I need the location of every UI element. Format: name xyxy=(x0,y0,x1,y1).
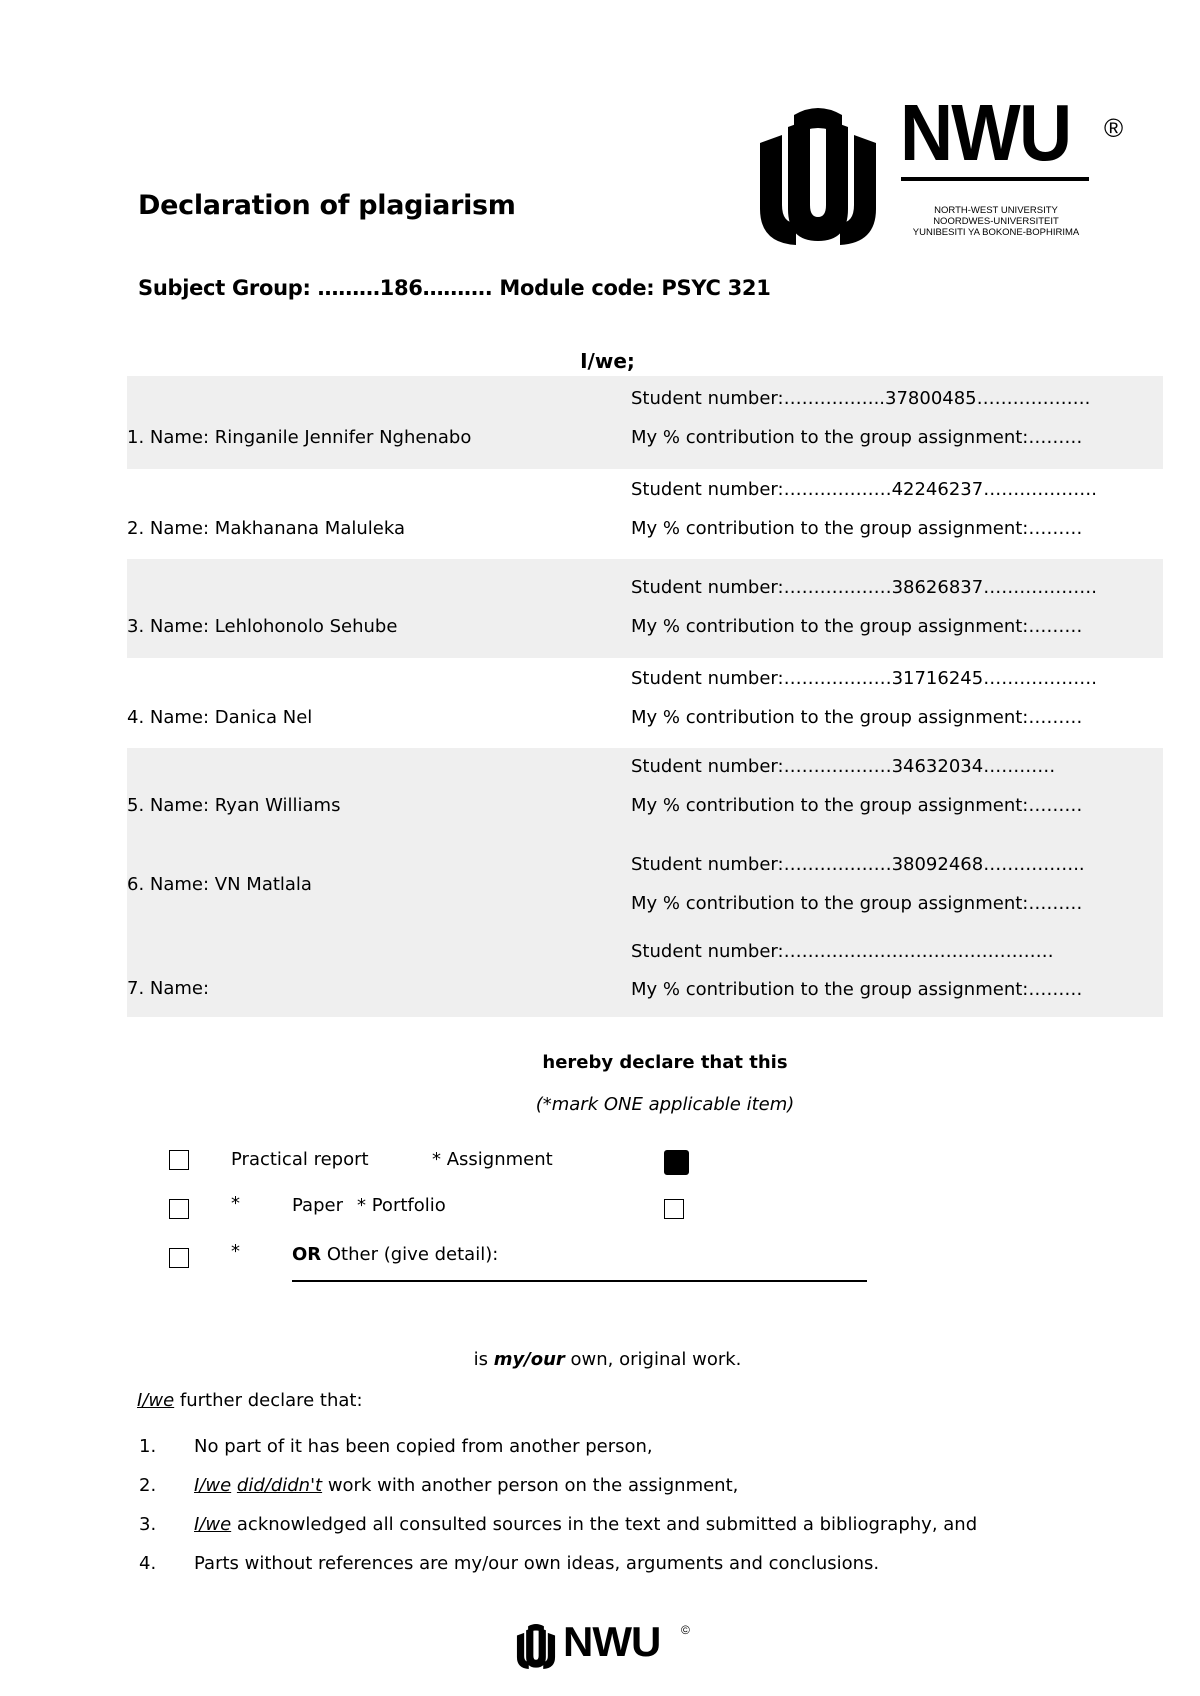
list-text xyxy=(194,1514,977,1535)
logo-line-1: NORTH-WEST UNIVERSITY xyxy=(934,205,1058,216)
list-number: 4. xyxy=(139,1553,157,1574)
list-number: 2. xyxy=(139,1475,157,1496)
contribution-field[interactable]: My % contribution to the group assignment:……… xyxy=(631,979,1083,1000)
list-text xyxy=(194,1475,738,1496)
member-name: 4. Name: Danica Nel xyxy=(127,707,313,728)
list-emph: I/we xyxy=(194,1475,232,1496)
footer-mark: © xyxy=(681,1623,690,1637)
list-text: Parts without references are my/our own ideas, arguments and conclusions. xyxy=(194,1553,880,1574)
logo-underline xyxy=(901,177,1089,181)
list-rest: acknowledged all consulted sources in the text and submitted a bibliography, and xyxy=(231,1514,978,1535)
mark-instruction: (*mark ONE applicable item) xyxy=(535,1094,795,1115)
student-number-field[interactable]: Student number:………………38092468…………….. xyxy=(631,854,1085,875)
or-label: OR xyxy=(292,1244,322,1265)
member-name: 7. Name: xyxy=(127,978,210,999)
iwe-label: I/we; xyxy=(580,349,635,373)
student-number-field[interactable]: Student number:………………34632034………… xyxy=(631,756,1056,777)
logo-wordmark: NWU xyxy=(900,88,1071,177)
logo-line-3: YUNIBESITI YA BOKONE-BOPHIRIMA xyxy=(912,227,1080,238)
nwu-emblem-icon xyxy=(513,1623,559,1669)
member-name: 6. Name: VN Matlala xyxy=(127,874,312,895)
further-declare xyxy=(137,1390,363,1411)
list-emph: I/we xyxy=(194,1514,232,1535)
original-post: own, original work. xyxy=(564,1349,742,1370)
practical-report-checkbox[interactable] xyxy=(169,1150,189,1170)
assignment-checkbox[interactable] xyxy=(664,1150,689,1175)
member-name: 3. Name: Lehlohonolo Sehube xyxy=(127,616,398,637)
page-title: Declaration of plagiarism xyxy=(138,190,516,221)
original-emph: my/our xyxy=(493,1349,565,1370)
other-label xyxy=(292,1244,498,1265)
contribution-field[interactable]: My % contribution to the group assignment:……… xyxy=(631,893,1083,914)
other-detail-line[interactable] xyxy=(292,1280,867,1282)
other-detail-label: Other (give detail): xyxy=(321,1244,499,1265)
member-name: 1. Name: Ringanile Jennifer Nghenabo xyxy=(127,427,472,448)
member-name: 5. Name: Ryan Williams xyxy=(127,795,341,816)
student-number-field[interactable]: Student number:……………………………………… xyxy=(631,941,1054,962)
list-emph-2: did/didn't xyxy=(236,1475,323,1496)
student-number-field[interactable]: Student number:………………31716245………………. xyxy=(631,668,1097,689)
registered-mark: ® xyxy=(1104,113,1124,143)
footer-logo xyxy=(513,1618,690,1673)
portfolio-checkbox[interactable] xyxy=(664,1199,684,1219)
member-row xyxy=(127,559,1163,658)
list-text: No part of it has been copied from another person, xyxy=(194,1436,653,1457)
member-row xyxy=(127,469,1163,559)
portfolio-label: * Portfolio xyxy=(357,1195,446,1216)
student-number-field[interactable]: Student number:………………42246237………………. xyxy=(631,479,1097,500)
member-name: 2. Name: Makhanana Maluleka xyxy=(127,518,405,539)
contribution-field[interactable]: My % contribution to the group assignment:……… xyxy=(631,707,1083,728)
contribution-field[interactable]: My % contribution to the group assignment:……… xyxy=(631,616,1083,637)
list-rest: work with another person on the assignment, xyxy=(322,1475,739,1496)
original-pre: is xyxy=(473,1349,494,1370)
members-table xyxy=(127,376,1163,1017)
contribution-field[interactable]: My % contribution to the group assignment:……… xyxy=(631,518,1083,539)
logo-subtitle xyxy=(900,205,1092,238)
member-row xyxy=(127,934,1163,1017)
contribution-field[interactable]: My % contribution to the group assignment:……… xyxy=(631,795,1083,816)
paper-star: * xyxy=(231,1193,240,1214)
practical-report-label: Practical report xyxy=(231,1149,369,1170)
nwu-emblem-icon xyxy=(752,105,884,245)
other-checkbox[interactable] xyxy=(169,1248,189,1268)
contribution-field[interactable]: My % contribution to the group assignment:……… xyxy=(631,427,1083,448)
subject-line: Subject Group: ………186………. Module code: PSYC 321 xyxy=(138,276,771,300)
original-work-statement xyxy=(0,1349,1200,1370)
student-number-field[interactable]: Student number:……………..37800485………………. xyxy=(631,388,1091,409)
paper-checkbox[interactable] xyxy=(169,1199,189,1219)
member-row xyxy=(127,658,1163,748)
paper-label: Paper xyxy=(292,1195,343,1216)
student-number-field[interactable]: Student number:………………38626837………………. xyxy=(631,577,1097,598)
logo-line-2: NOORDWES-UNIVERSITEIT xyxy=(933,216,1059,227)
declare-heading: hereby declare that this xyxy=(542,1052,788,1073)
list-number: 3. xyxy=(139,1514,157,1535)
footer-wordmark: NWU xyxy=(563,1618,661,1665)
list-number: 1. xyxy=(139,1436,157,1457)
member-row xyxy=(127,748,1163,934)
further-rest: further declare that: xyxy=(174,1390,363,1411)
member-row xyxy=(127,376,1163,469)
further-emph: I/we xyxy=(137,1390,175,1411)
assignment-label: * Assignment xyxy=(432,1149,553,1170)
other-star: * xyxy=(231,1241,240,1262)
nwu-logo xyxy=(752,88,1124,249)
